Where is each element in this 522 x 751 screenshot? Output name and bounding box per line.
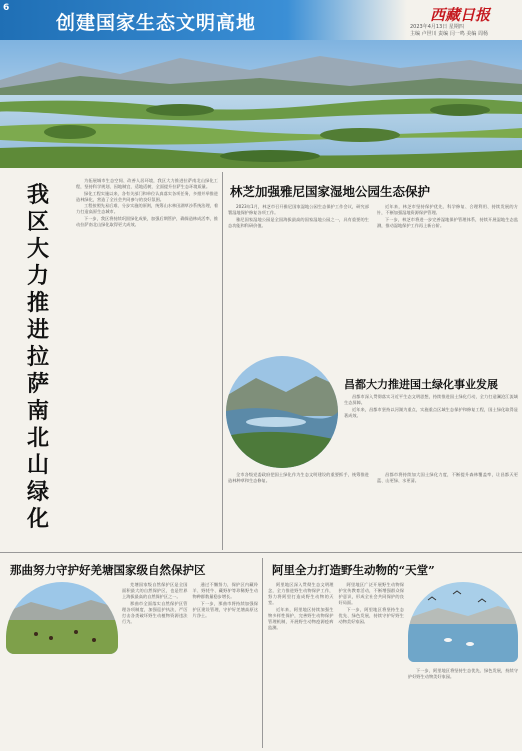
headline-char: 化 (26, 506, 49, 532)
headline-char: 绿 (26, 479, 49, 505)
headline-char: 区 (26, 209, 49, 235)
changdu-story-body-lower (228, 472, 518, 548)
grassland-photo-icon (6, 582, 118, 654)
ngari-story-body (268, 582, 404, 746)
paragraph: 阿里地区广泛开展野生动物保护宣传教育活动，不断增强群众保护意识，形成全社会共同保护的良好局面。 (338, 582, 404, 605)
nagqu-story-body (122, 582, 258, 746)
hero-photo-icon (0, 40, 522, 168)
paragraph: 通过不懈努力，保护区内藏羚羊、野牦牛、藏野驴等珍稀野生动物种群数量稳步增长。 (192, 582, 258, 599)
issue-date: 2023年4月13日 星期四 (410, 24, 464, 30)
editor-credits: 主编 卢世川 责编 闫一鸣 美编 周杨 (410, 31, 488, 37)
paragraph: 近年来，林芝市坚持保护优先、科学修复、合理利用、持续发展的方针，不断加强湿地资源保护管理。 (377, 204, 518, 215)
paragraph: 绿化工程实施以来，各有关部门和单位认真落实各项任务，多措并举推进造林绿化，营造了全社会共同参与的良好氛围。 (76, 190, 218, 202)
column-divider-bottom (262, 558, 263, 748)
headline-char: 萨 (26, 371, 49, 397)
section-title: 创建国家生态文明高地 (56, 12, 257, 34)
lead-story-body (76, 178, 218, 546)
lead-headline (18, 182, 58, 533)
paragraph: 下一步，我区将持续巩固绿化成果，加强后期管护，确保造林成活率，推动拉萨南北山绿化取得更大成效。 (76, 215, 218, 227)
paragraph: 工程按照先易后难、分步实施的原则，统筹山水林田湖草沙系统治理，着力打造高原生态城市。 (76, 203, 218, 214)
ngari-headline: 阿里全力打造野生动物的“天堂” (272, 563, 435, 577)
headline-char: 山 (26, 452, 49, 478)
paragraph: 阿里地区深入贯彻生态文明理念，全力推进野生动物保护工作，努力将阿里打造成野生动物的天堂。 (268, 582, 334, 605)
linzhi-headline: 林芝加强雅尼国家湿地公园生态保护 (230, 184, 431, 199)
newspaper-masthead: 西藏日报 (430, 6, 491, 24)
headline-char: 大 (26, 236, 49, 262)
headline-char: 南 (26, 398, 49, 424)
changdu-story-body-upper (344, 394, 518, 466)
headline-char: 北 (26, 425, 49, 451)
headline-char: 推 (26, 290, 49, 316)
paragraph: 近年来，昌都市坚持以河湖为重点，实施重点区域生态保护和修复工程，国土绿化取得显著成效。 (344, 406, 518, 418)
paragraph: 昌都市深入贯彻落实习近平生态文明思想，持续推进国土绿化行动，全力打造澜沧江流域生态屏障。 (344, 394, 518, 405)
nagqu-headline: 那曲努力守护好羌塘国家级自然保护区 (10, 563, 206, 577)
paragraph: 昌都市将持续加大国土绿化力度，不断提升森林覆盖率，让昌都天更蓝、山更绿、水更清。 (377, 472, 518, 483)
issue-meta (410, 24, 520, 38)
headline-char: 拉 (26, 344, 49, 370)
paragraph: 为拓展城市生态空间、改善人居环境，我区大力推进拉萨南北山绿化工程，坚持科学规划、因地制宜、适地适树，全面提升拉萨生态环境质量。 (76, 178, 218, 189)
changdu-headline: 昌都大力推进国土绿化事业发展 (344, 378, 498, 391)
paragraph: 下一步，阿里地区将坚持生态优先、绿色发展，持续守护好野生动物美好家园。 (338, 606, 404, 624)
page-number: 6 (3, 3, 10, 13)
headline-char: 我 (26, 182, 49, 208)
paragraph: 下一步，那曲市将持续加强保护区建设管理，守护好羌塘高原这片净土。 (192, 600, 258, 618)
paragraph: 下一步，阿里地区将坚持生态优先、绿色发展，持续守护好野生动物美好家园。 (408, 668, 518, 679)
linzhi-story-body (228, 204, 518, 352)
column-divider (222, 172, 223, 550)
paragraph: 下一步，林芝市将进一步完善湿地保护管理体系，持续开展湿地生态监测，推动湿地保护工作再上新台阶。 (377, 216, 518, 228)
paragraph: 2023年1月，林芝市召开雅尼国家湿地公园生态保护工作会议，研究部署湿地保护修复各项工作。 (228, 204, 369, 215)
bird-lake-photo-icon (408, 582, 518, 662)
wetland-photo-icon (226, 356, 338, 468)
paragraph: 全市各级党委政府把国土绿化作为生态文明建设的重要抓手，统筹推进造林种草和生态修复。 (228, 472, 369, 483)
paragraph: 雅尼国家湿地公园是全国海拔最高的国家湿地公园之一，具有重要的生态功能和科研价值。 (228, 216, 369, 228)
paragraph: 那曲市全面落实自然保护区管理各项制度，加强巡护执法，严厉打击各类破坏野生动植物资源违法行为。 (122, 600, 188, 624)
row-divider (0, 552, 522, 553)
paragraph: 羌塘国家级自然保护区是全国面积最大的自然保护区，也是世界上海拔最高的自然保护区之一。 (122, 582, 188, 599)
ngari-story-body-tail (408, 668, 518, 746)
headline-char: 力 (26, 263, 49, 289)
headline-char: 进 (26, 317, 49, 343)
paragraph: 近年来，阿里地区持续加强生物多样性保护，完善野生动物保护管理机制，开展野生动物疫源疫病监测。 (268, 606, 334, 630)
